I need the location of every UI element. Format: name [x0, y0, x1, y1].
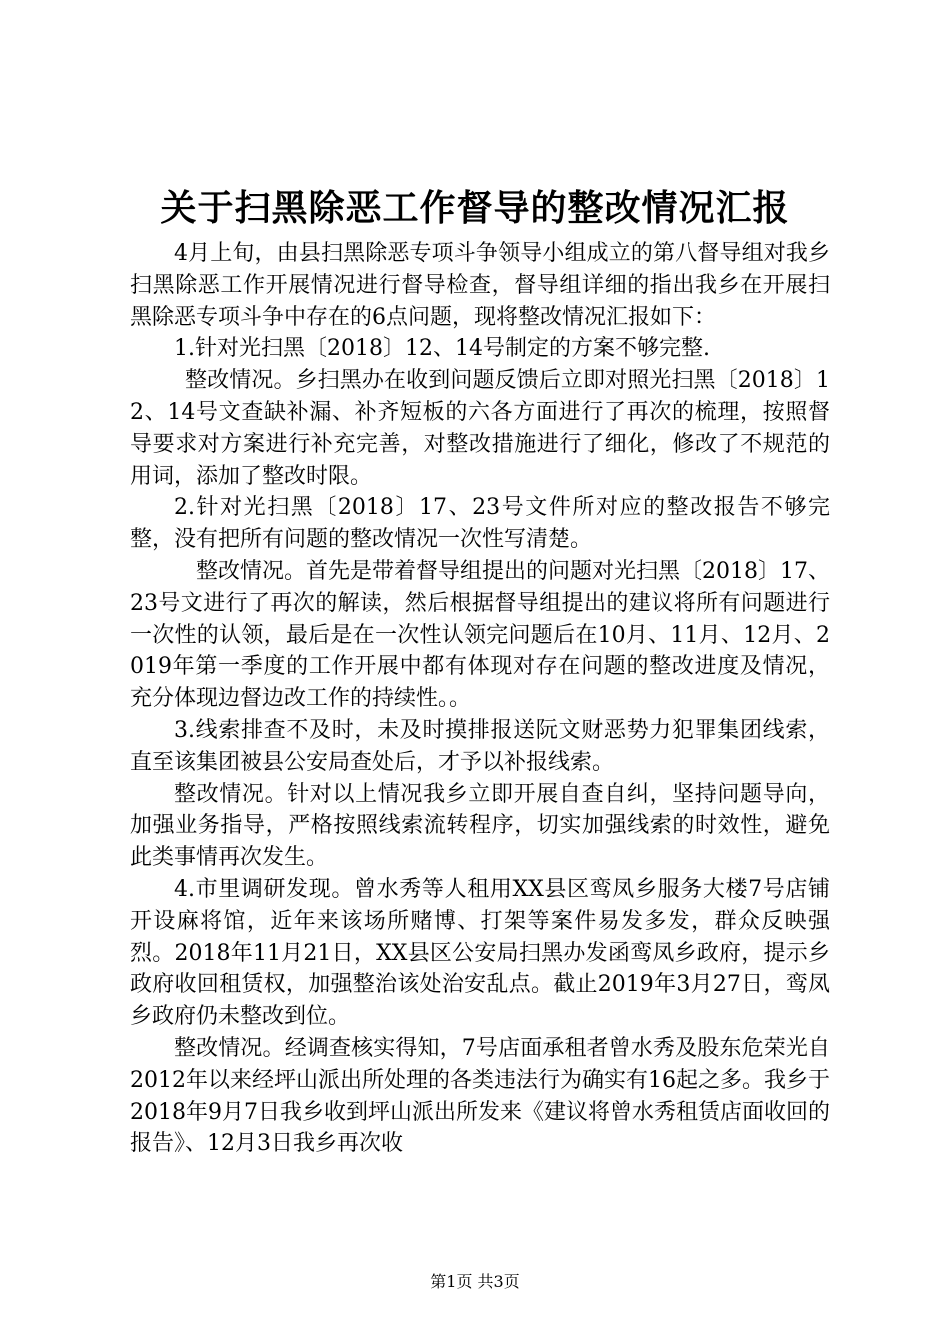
- paragraph-issue-3: 3.线索排查不及时，未及时摸排报送阮文财恶势力犯罪集团线索，直至该集团被县公安局查处后，才予以补报线索。: [130, 717, 830, 775]
- paragraph-issue-4: 4.市里调研发现。曾水秀等人租用XX县区鸾凤乡服务大楼7号店铺开设麻将馆，近年来该场所赌博、打架等案件易发多发，群众反映强烈。2018年11月21日，XX县区公安局扫黑办发函鸾凤乡政府，提示乡政府收回租赁权，加强整治该处治安乱点。截止2019年3月27日，鸾凤乡政府仍未整改到位。: [130, 876, 830, 1030]
- paragraph-rectification-3: 整改情况。针对以上情况我乡立即开展自查自纠，坚持问题导向，加强业务指导，严格按照线索流转程序，切实加强线索的时效性，避免此类事情再次发生。: [130, 781, 830, 871]
- paragraph-rectification-1: 整改情况。乡扫黑办在收到问题反馈后立即对照光扫黑〔2018〕12、14号文查缺补漏、补齐短板的六各方面进行了再次的梳理，按照督导要求对方案进行补充完善，对整改措施进行了细化，修改了不规范的用词，添加了整改时限。: [130, 368, 830, 489]
- document-body: [130, 238, 830, 1160]
- paragraph-issue-2: 2.针对光扫黑〔2018〕17、23号文件所对应的整改报告不够完整，没有把所有问题的整改情况一次性写清楚。: [130, 495, 830, 553]
- paragraph-issue-1: 1.针对光扫黑〔2018〕12、14号制定的方案不够完整.: [174, 336, 710, 362]
- document-title: 关于扫黑除恶工作督导的整改情况汇报: [160, 187, 790, 229]
- paragraph-rectification-2: 整改情况。首先是带着督导组提出的问题对光扫黑〔2018〕17、23号文进行了再次的解读，然后根据督导组提出的建议将所有问题进行一次性的认领，最后是在一次性认领完问题后在10月、11月、12月、2019年第一季度的工作开展中都有体现对存在问题的整改进度及情况，充分体现边督边改工作的持续性。。: [130, 558, 830, 712]
- page-number-footer: 第1页 共3页: [430, 1272, 520, 1291]
- paragraph-intro: 4月上旬，由县扫黑除恶专项斗争领导小组成立的第八督导组对我乡扫黑除恶工作开展情况进行督导检查，督导组详细的指出我乡在开展扫黑除恶专项斗争中存在的6点问题，现将整改情况汇报如下：: [130, 241, 830, 330]
- paragraph-rectification-4: 整改情况。经调查核实得知，7号店面承租者曾水秀及股东危荣光自2012年以来经坪山派出所处理的各类违法行为确实有16起之多。我乡于2018年9月7日我乡收到坪山派出所发来《建议将曾水秀租赁店面收回的报告》、12月3日我乡再次收: [130, 1035, 830, 1157]
